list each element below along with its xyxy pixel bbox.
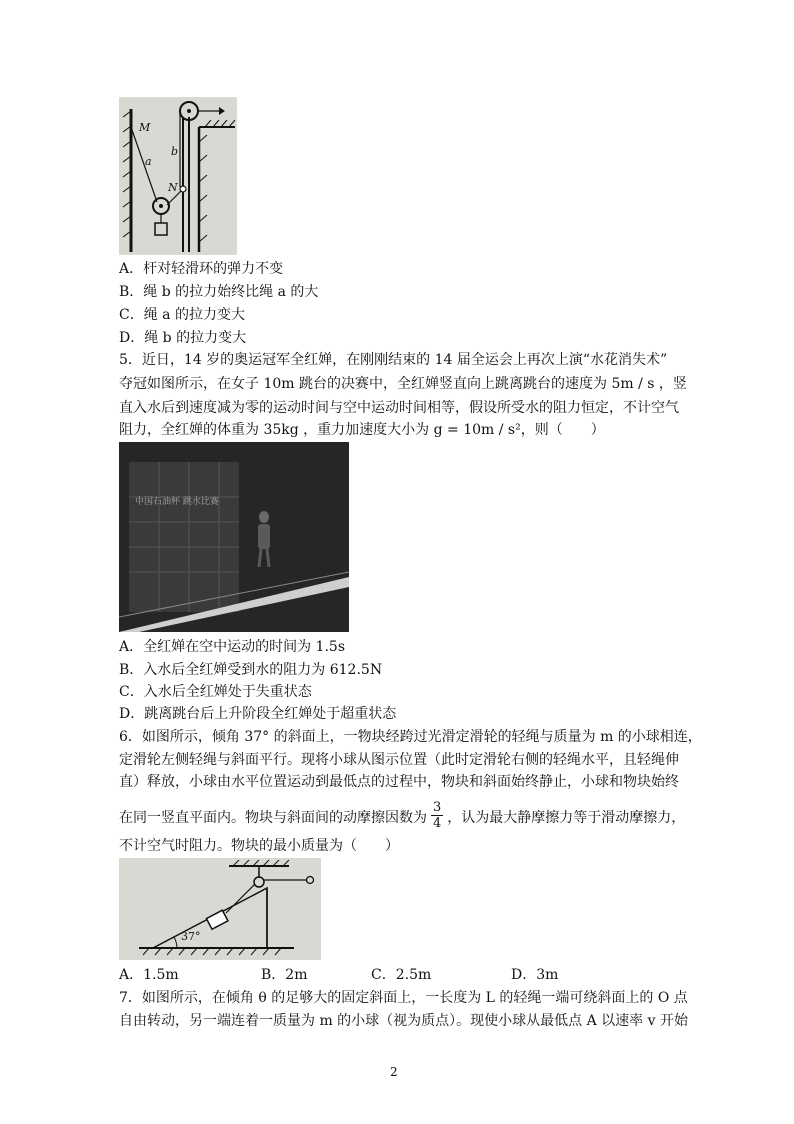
label-m: M xyxy=(139,121,151,134)
q6-stem-line-4 xyxy=(119,802,685,833)
incline-diagram xyxy=(119,858,321,960)
q6-option-a: A．1.5m xyxy=(119,967,179,983)
q6-stem-before-fraction: 在同一竖直平面内。物块与斜面间的动摩擦因数为 xyxy=(119,809,427,826)
q5-stem-line-3: 直入水后到速度减为零的运动时间与空中运动时间相等，假设所受水的阻力恒定，不计空气 xyxy=(119,400,679,416)
q4-option-c: C．绳 a 的拉力变大 xyxy=(119,307,245,323)
q4-figure xyxy=(119,97,237,255)
q5-option-d: D．跳离跳台后上升阶段全红婵处于超重状态 xyxy=(119,706,397,722)
q5-stem-line-1: 5．近日，14 岁的奥运冠军全红婵，在刚刚结束的 14 届全运会上再次上演“水花消失术” xyxy=(119,352,668,368)
q6-fraction-den: 4 xyxy=(433,816,442,831)
q6-option-c: C．2.5m xyxy=(371,967,432,983)
q5-option-a: A．全红婵在空中运动的时间为 1.5s xyxy=(119,639,346,655)
photo-caption: 中国石油杯 跳水比赛 xyxy=(135,497,219,507)
q6-stem-line-1: 6．如图所示，倾角 37° 的斜面上，一物块经跨过光滑定滑轮的轻绳与质量为 m 的小球相连， xyxy=(119,729,702,745)
diving-photo xyxy=(119,442,349,632)
label-a: a xyxy=(145,155,152,168)
q4-option-d: D．绳 b 的拉力变大 xyxy=(119,330,247,346)
angle-label: 37° xyxy=(181,930,201,943)
q6-stem-line-2: 定滑轮左侧轻绳与斜面平行。现将小球从图示位置（此时定滑轮右侧的轻绳水平，且轻绳伸 xyxy=(119,752,679,768)
pulley-diagram xyxy=(119,97,237,255)
q6-options xyxy=(119,964,679,984)
q6-stem-line-3: 直）释放，小球由水平位置运动到最低点的过程中，物块和斜面始终静止，小球和物块始终 xyxy=(119,774,679,790)
q5-option-b: B．入水后全红婵受到水的阻力为 612.5N xyxy=(119,662,383,678)
q6-option-b: B．2m xyxy=(261,967,308,983)
q6-stem-after-fraction: ，认为最大静摩擦力等于滑动摩擦力， xyxy=(447,809,686,826)
q7-stem-line-1: 7．如图所示，在倾角 θ 的足够大的固定斜面上，一长度为 L 的轻绳一端可绕斜面上的 O 点 xyxy=(119,990,688,1006)
q6-option-d: D．3m xyxy=(511,967,559,983)
q5-stem-line-2: 夺冠如图所示，在女子 10m 跳台的决赛中，全红婵竖直向上跳离跳台的速度为 5m / s ，竖 xyxy=(119,376,687,392)
q6-fraction-num: 3 xyxy=(433,800,442,815)
q4-option-a: A．杆对轻滑环的弹力不变 xyxy=(119,261,284,277)
label-b: b xyxy=(171,145,179,158)
page-number: 2 xyxy=(390,1065,398,1079)
q6-stem-line-5: 不计空气时阻力。物块的最小质量为（ ） xyxy=(119,838,399,854)
q7-stem-line-2: 自由转动，另一端连着一质量为 m 的小球（视为质点）。现使小球从最低点 A 以速率 v 开始 xyxy=(119,1013,688,1029)
q6-fraction xyxy=(431,800,443,831)
q6-figure xyxy=(119,858,321,960)
label-n: N xyxy=(168,181,178,194)
q5-stem-line-4: 阻力，全红婵的体重为 35kg ，重力加速度大小为 g = 10m / s²，则（ ） xyxy=(119,422,605,438)
q4-option-b: B．绳 b 的拉力始终比绳 a 的大 xyxy=(119,284,319,300)
q5-photo xyxy=(119,442,349,632)
q5-option-c: C．入水后全红婵处于失重状态 xyxy=(119,684,312,700)
